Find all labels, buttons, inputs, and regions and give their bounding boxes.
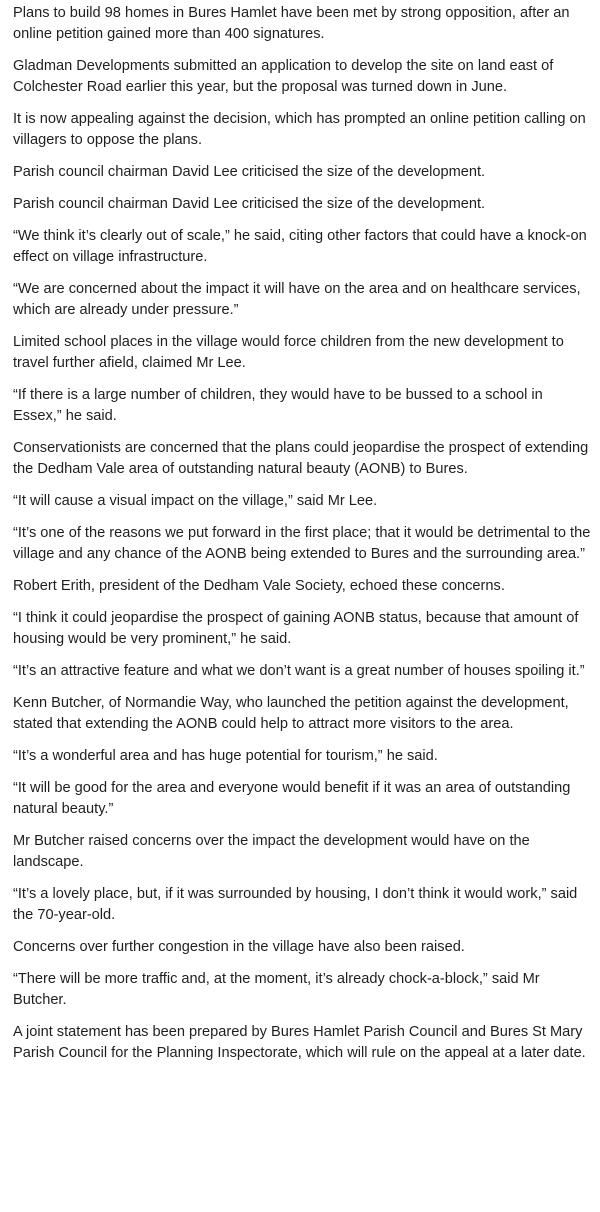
quote-paragraph: “It’s a lovely place, but, if it was surrounded by housing, I don’t think it would work,” said the 70-year-old. <box>13 886 578 923</box>
quote-paragraph: “We are concerned about the impact it will have on the area and on healthcare services, which are already under pressure.” <box>13 281 581 318</box>
quote-paragraph: “It’s one of the reasons we put forward in the first place; that it would be detrimental to the village and any chance of the AONB being extended to Bures and the surrounding area.” <box>13 525 591 562</box>
paragraph: Plans to build 98 homes in Bures Hamlet have been met by strong opposition, after an online petition gained more than 400 signatures. <box>13 5 570 42</box>
paragraph: Conservationists are concerned that the plans could jeopardise the prospect of extending the Dedham Vale area of outstanding natural beauty (AONB) to Bures. <box>13 440 589 477</box>
quote-paragraph: “It will cause a visual impact on the village,” said Mr Lee. <box>13 493 378 509</box>
quote-paragraph: “It will be good for the area and everyone would benefit if it was an area of outstanding natural beauty.” <box>13 780 571 817</box>
quote-paragraph: “It’s a wonderful area and has huge potential for tourism,” he said. <box>13 748 438 764</box>
quote-paragraph: “If there is a large number of children, they would have to be bussed to a school in Essex,” he said. <box>13 387 543 424</box>
quote-paragraph: “We think it’s clearly out of scale,” he said, citing other factors that could have a knock-on effect on village infrastructure. <box>13 228 587 265</box>
paragraph: It is now appealing against the decision, which has prompted an online petition calling on villagers to oppose the plans. <box>13 111 586 148</box>
paragraph: Mr Butcher raised concerns over the impact the development would have on the landscape. <box>13 833 530 870</box>
quote-paragraph: “I think it could jeopardise the prospect of gaining AONB status, because that amount of housing would be very prominent,” he said. <box>13 610 579 647</box>
paragraph: Limited school places in the village would force children from the new development to travel further afield, claimed Mr Lee. <box>13 334 564 371</box>
paragraph: Parish council chairman David Lee criticised the size of the development. <box>13 196 486 212</box>
paragraph: Kenn Butcher, of Normandie Way, who launched the petition against the development, stated that extending the AONB could help to attract more visitors to the area. <box>13 695 569 732</box>
paragraph: Gladman Developments submitted an application to develop the site on land east of Colchester Road earlier this year, but the proposal was turned down in June. <box>13 58 554 95</box>
quote-paragraph: “There will be more traffic and, at the moment, it’s already chock-a-block,” said Mr Butcher. <box>13 971 540 1008</box>
paragraph: A joint statement has been prepared by Bures Hamlet Parish Council and Bures St Mary Parish Council for the Planning Inspectorate, which will rule on the appeal at a later date. <box>13 1024 586 1061</box>
paragraph: Concerns over further congestion in the village have also been raised. <box>13 939 465 955</box>
paragraph: Robert Erith, president of the Dedham Vale Society, echoed these concerns. <box>13 578 505 594</box>
quote-paragraph: “It’s an attractive feature and what we don’t want is a great number of houses spoiling it.” <box>13 663 585 679</box>
paragraph: Parish council chairman David Lee criticised the size of the development. <box>13 164 486 180</box>
